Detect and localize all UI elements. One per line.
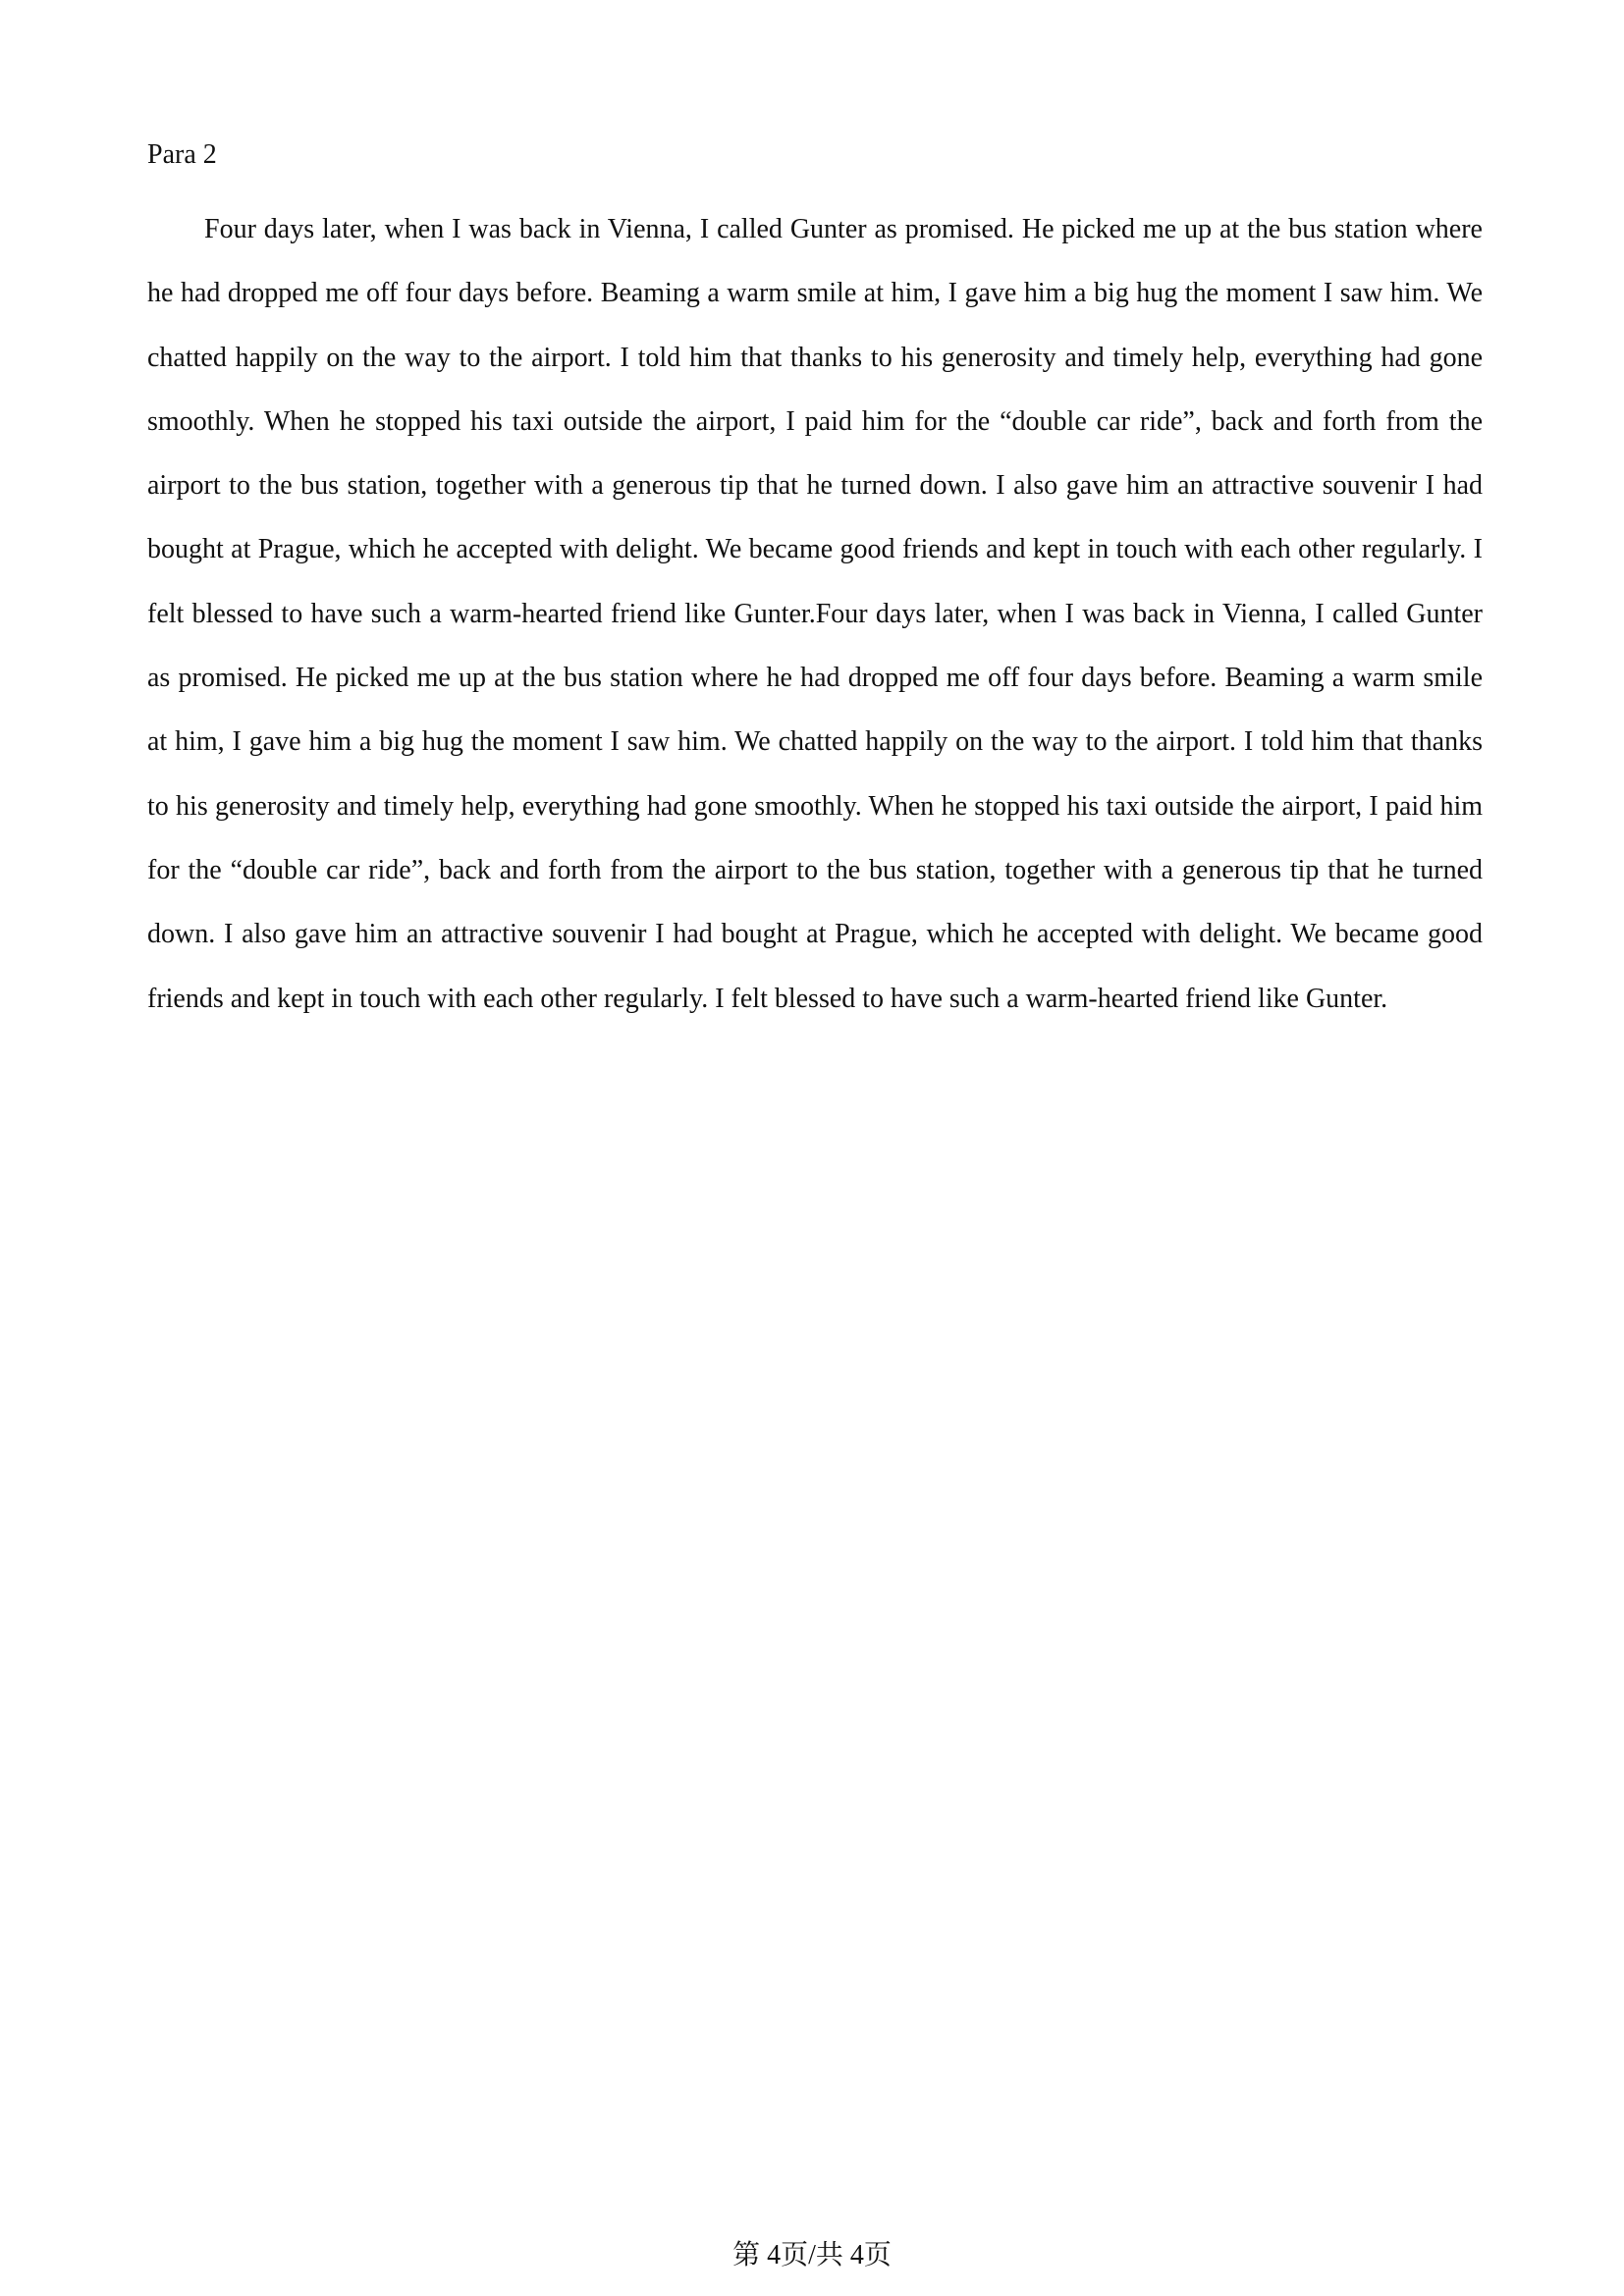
page-content (147, 133, 1483, 1031)
section-label: Para 2 (147, 139, 217, 170)
page-number-footer: 第 4页/共 4页 (732, 2240, 892, 2270)
body-paragraph: Four days later, when I was back in Vienna, I called Gunter as promised. He picked me up at the bus station where he had dropped me off four days before. Beaming a warm smile at him, I gave him a big hug the moment I saw him. We chatted happily on the way to the airport. I told him that thanks to his generosity and timely help, everything had gone smoothly. When he stopped his taxi outside the airport, I paid him for the “double car ride”, back and forth from the airport to the bus station, together with a generous tip that he turned down. I also gave him an attractive souvenir I had bought at Prague, which he accepted with delight. We became good friends and kept in touch with each other regularly. I felt blessed to have such a warm-hearted friend like Gunter.Four days later, when I was back in Vienna, I called Gunter as promised. He picked me up at the bus station where he had dropped me off four days before. Beaming a warm smile at him, I gave him a big hug the moment I saw him. We chatted happily on the way to the airport. I told him that thanks to his generosity and timely help, everything had gone smoothly. When he stopped his taxi outside the airport, I paid him for the “double car ride”, back and forth from the airport to the bus station, together with a generous tip that he turned down. I also gave him an attractive souvenir I had bought at Prague, which he accepted with delight. We became good friends and kept in touch with each other regularly. I felt blessed to have such a warm-hearted friend like Gunter. (147, 214, 1483, 1014)
